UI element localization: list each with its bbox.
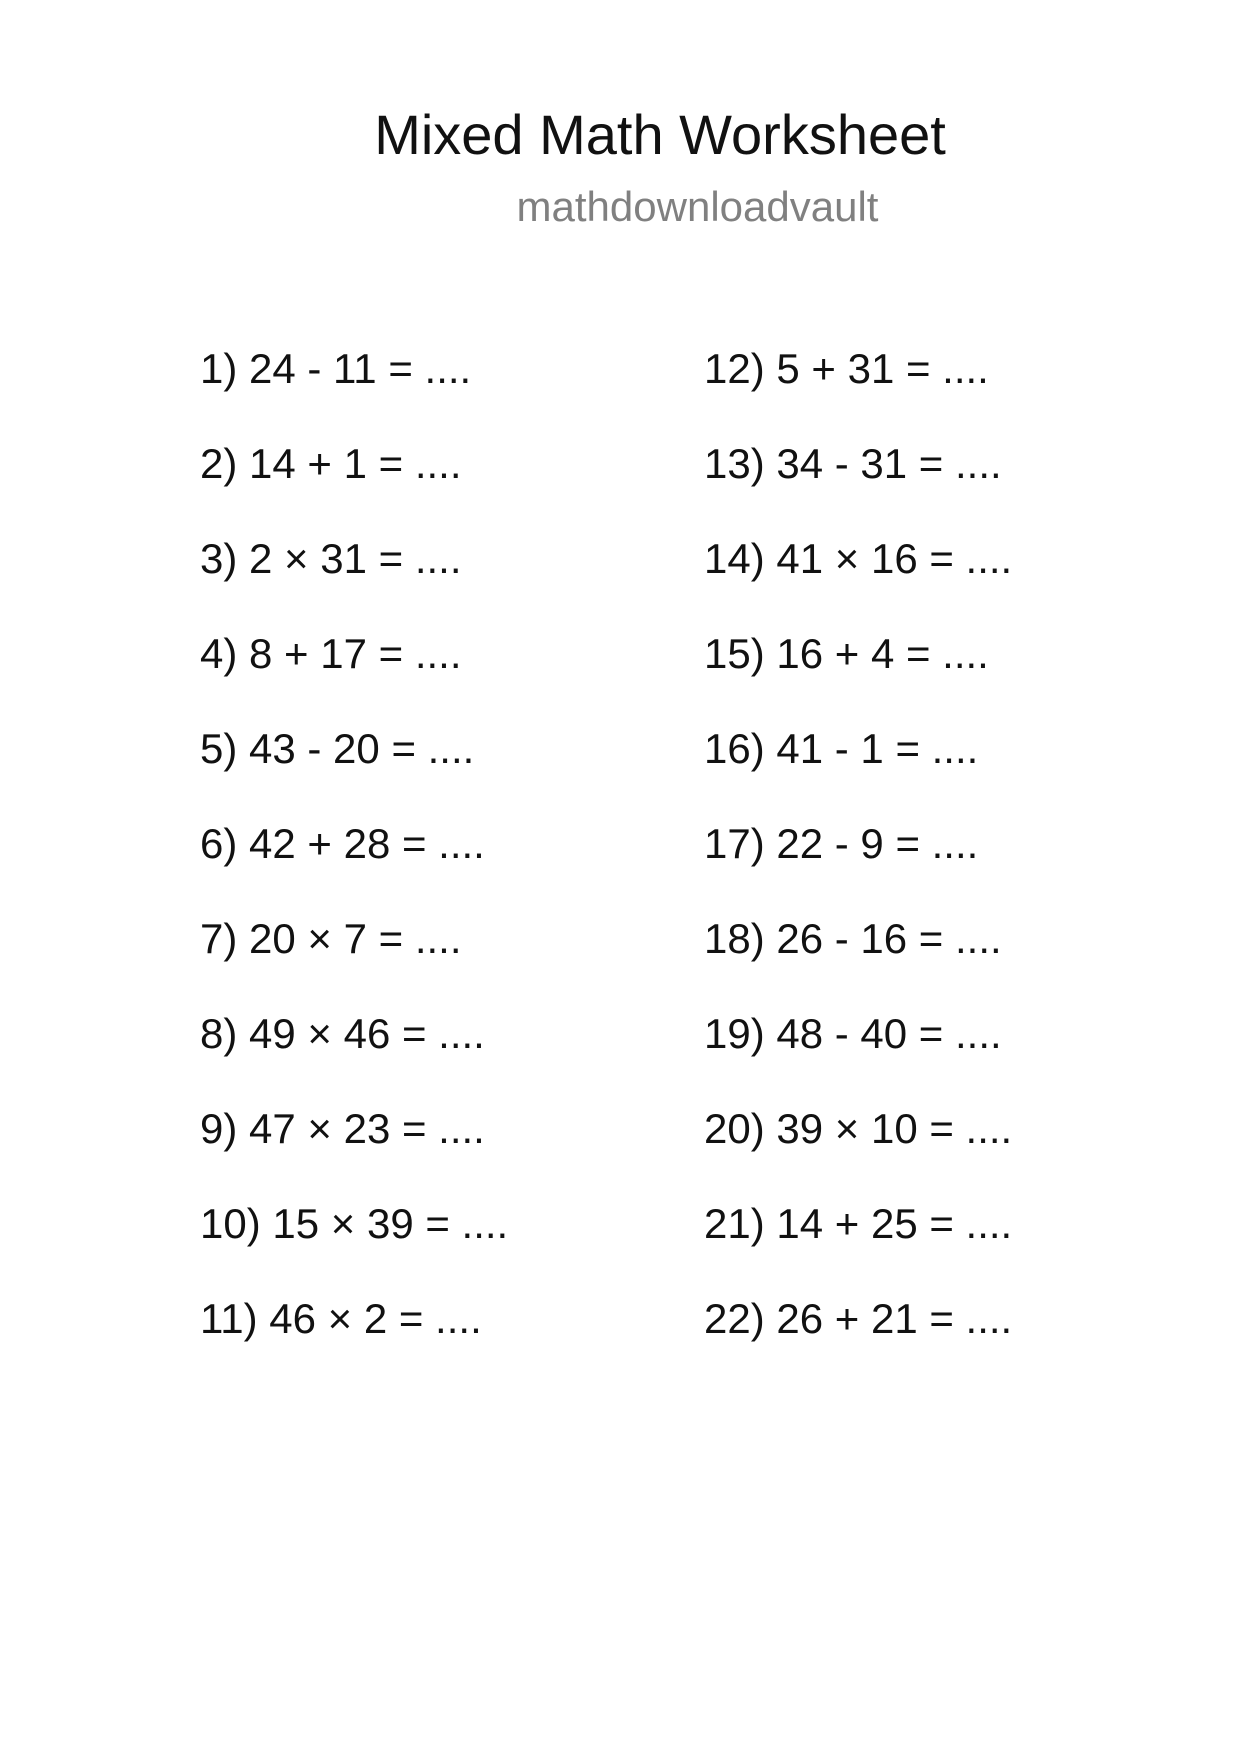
math-problem: 15) 16 + 4 = ....	[704, 630, 989, 677]
math-problem: 12) 5 + 31 = ....	[704, 345, 989, 392]
math-problem: 2) 14 + 1 = ....	[200, 440, 462, 487]
math-problem: 21) 14 + 25 = ....	[704, 1200, 1013, 1247]
math-problem: 10) 15 × 39 = ....	[200, 1200, 509, 1247]
math-problem: 14) 41 × 16 = ....	[704, 535, 1013, 582]
math-problem: 18) 26 - 16 = ....	[704, 915, 1002, 962]
math-problem: 4) 8 + 17 = ....	[200, 630, 462, 677]
math-problem: 9) 47 × 23 = ....	[200, 1105, 485, 1152]
math-problem: 6) 42 + 28 = ....	[200, 820, 485, 867]
math-problem: 11) 46 × 2 = ....	[200, 1295, 482, 1342]
math-problem: 1) 24 - 11 = ....	[200, 345, 472, 392]
math-problem: 17) 22 - 9 = ....	[704, 820, 979, 867]
math-problem: 7) 20 × 7 = ....	[200, 915, 462, 962]
math-problem: 16) 41 - 1 = ....	[704, 725, 979, 772]
worksheet-title: Mixed Math Worksheet	[374, 103, 946, 166]
math-problem: 13) 34 - 31 = ....	[704, 440, 1002, 487]
problem-column-left	[200, 345, 508, 1390]
problem-column-right	[704, 345, 1012, 1390]
math-problem: 22) 26 + 21 = ....	[704, 1295, 1013, 1342]
math-problem: 19) 48 - 40 = ....	[704, 1010, 1002, 1057]
math-problem: 8) 49 × 46 = ....	[200, 1010, 485, 1057]
source-name: mathdownloadvault	[516, 183, 879, 230]
math-problem: 3) 2 × 31 = ....	[200, 535, 462, 582]
math-problem: 20) 39 × 10 = ....	[704, 1105, 1013, 1152]
math-problem: 5) 43 - 20 = ....	[200, 725, 475, 772]
